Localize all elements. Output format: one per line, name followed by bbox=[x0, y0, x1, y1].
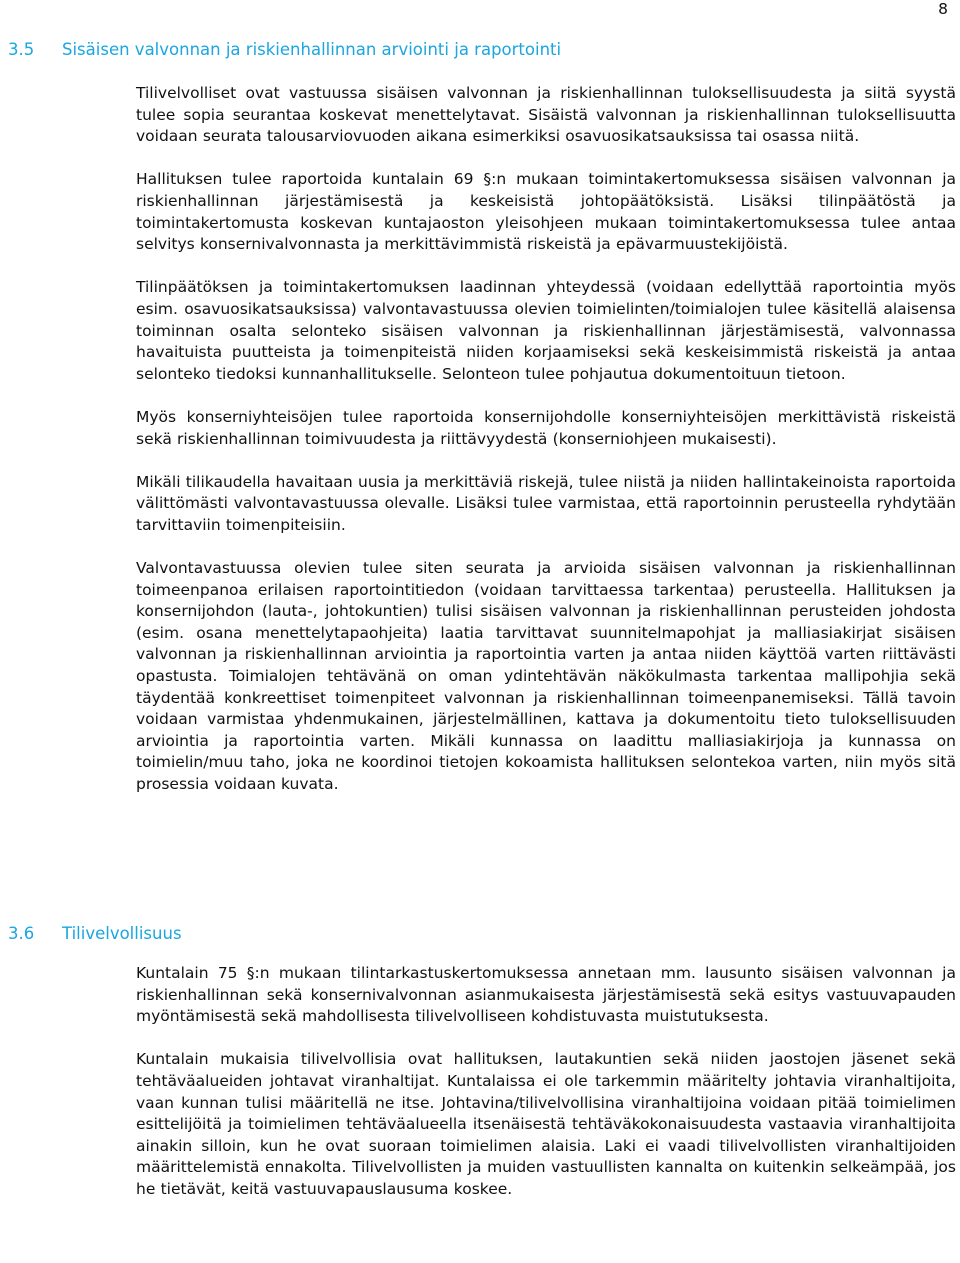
paragraph: Valvontavastuussa olevien tulee siten seurata ja arvioida sisäisen valvonnan ja riskienhallinnan toimeenpanoa erilaisen raportointitiedon (voidaan tarvittaessa tarkentaa) perusteella. Hallituksen ja konsernijohdon (lauta-, johtokuntien) tulisi sisäisen valvonnan ja riskienhallinnan perusteiden johdosta (esim. osana menettelytapaohjeita) laatia tarvittavat suunnitelmapohjat ja malliasiakirjat sisäisen valvonnan ja riskienhallinnan arviointia ja raportointia varten ja antaa niiden käyttöä varten riittävästi opastusta. Toimialojen tehtävänä on oman ydintehtävän näkökulmasta tarkentaa mallipohjia sekä täydentää konkreettiset toimenpiteet valvonnan ja riskienhallinnan toimeenpanemiseksi. Tällä tavoin voidaan varmistaa yhdenmukainen, järjestelmällinen, kattava ja dokumentoitu tieto tuloksellisuuden arviointia ja raportointia varten. Mikäli kunnassa on laadittu malliasiakirjoja ja kunnassa on toimielin/muu taho, joka ne koordinoi tietojen kokoamista hallituksen selontekoa varten, niin myös sitä prosessia voidaan kuvata. bbox=[136, 559, 956, 793]
paragraph: Hallituksen tulee raportoida kuntalain 69 §:n mukaan toimintakertomuksessa sisäisen valvonnan ja riskienhallinnan järjestämisestä ja keskeisistä johtopäätöksistä. Lisäksi tilinpäätöstä ja toimintakertomusta koskevan kuntajaoston yleisohjeen mukaan toimintakertomuksessa tulee antaa selvitys konsernivalvonnasta ja merkittävimmistä riskeistä ja epävarmuustekijöistä. bbox=[136, 170, 956, 254]
section-number: 3.5 bbox=[8, 40, 35, 59]
section-body-3-5 bbox=[136, 83, 956, 796]
paragraph: Tilivelvolliset ovat vastuussa sisäisen valvonnan ja riskienhallinnan tuloksellisuudesta ja siitä syystä tulee sopia seurantaa koskevat menettelytavat. Sisäistä valvonnan ja riskienhallinnan tuloksellisuutta voidaan seurata talousarviovuoden aikana esimerkiksi osavuosikatsauksissa tai osassa niitä. bbox=[136, 84, 956, 146]
section-heading-3-6 bbox=[8, 924, 182, 943]
paragraph: Tilinpäätöksen ja toimintakertomuksen laadinnan yhteydessä (voidaan edellyttää raportointia myös esim. osavuosikatsauksissa) valvontavastuussa olevien toimielinten/toimialojen tulee käsitellä alaisensa toiminnan osalta selonteko sisäisen valvonnan ja riskienhallinnan järjestämisestä, valvonnassa havaituista puutteista ja toimenpiteistä niiden korjaamiseksi sekä keskeisimmistä riskeistä ja antaa selonteko tiedoksi kunnanhallitukselle. Selonteon tulee pohjautua dokumentoituun tietoon. bbox=[136, 278, 956, 383]
section-body-3-6 bbox=[136, 963, 956, 1201]
paragraph: Kuntalain mukaisia tilivelvollisia ovat hallituksen, lautakuntien sekä niiden jaostojen jäsenet sekä tehtäväalueiden johtavat viranhaltijat. Kuntalaissa ei ole tarkemmin määritelty johtavia viranhaltijoita, vaan kunnan tulisi määritellä ne itse. Johtavina/tilivelvollisina viranhaltijoina voidaan pitää toimielimen esittelijöitä ja toimielimen tehtäväalueella itsenäisestä tehtäväkokonaisuudesta vastaavia viranhaltijoita ainakin silloin, kun he ovat suoraan toimielimen alaisia. Laki ei vaadi tilivelvollisten viranhaltijoiden määrittelemistä ennakolta. Tilivelvollisten ja muiden vastuullisten kannalta on kuitenkin selkeämpää, jos he tietävät, keitä vastuuvapauslausuma koskee. bbox=[136, 1050, 956, 1198]
page-number: 8 bbox=[938, 0, 948, 18]
section-title: Tilivelvollisuus bbox=[62, 924, 182, 943]
section-title: Sisäisen valvonnan ja riskienhallinnan arviointi ja raportointi bbox=[62, 40, 562, 59]
paragraph: Mikäli tilikaudella havaitaan uusia ja merkittäviä riskejä, tulee niistä ja niiden hallintakeinoista raportoida välittömästi valvontavastuussa olevalle. Lisäksi tulee varmistaa, että raportoinnin perusteella ryhdytään tarvittaviin toimenpiteisiin. bbox=[136, 472, 956, 534]
paragraph: Myös konserniyhteisöjen tulee raportoida konsernijohdolle konserniyhteisöjen merkittävistä riskeistä sekä riskienhallinnan toimivuudesta ja riittävyydestä (konserniohjeen mukaisesti). bbox=[136, 407, 956, 448]
paragraph: Kuntalain 75 §:n mukaan tilintarkastuskertomuksessa annetaan mm. lausunto sisäisen valvonnan ja riskienhallinnan sekä konsernivalvonnan asianmukaisesta järjestämisestä sekä esitys vastuuvapauden myöntämisestä sekä mahdollisesta tilivelvolliseen kohdistuvasta muistutuksesta. bbox=[136, 964, 956, 1026]
section-number: 3.6 bbox=[8, 924, 35, 943]
section-heading-3-5 bbox=[8, 40, 561, 59]
